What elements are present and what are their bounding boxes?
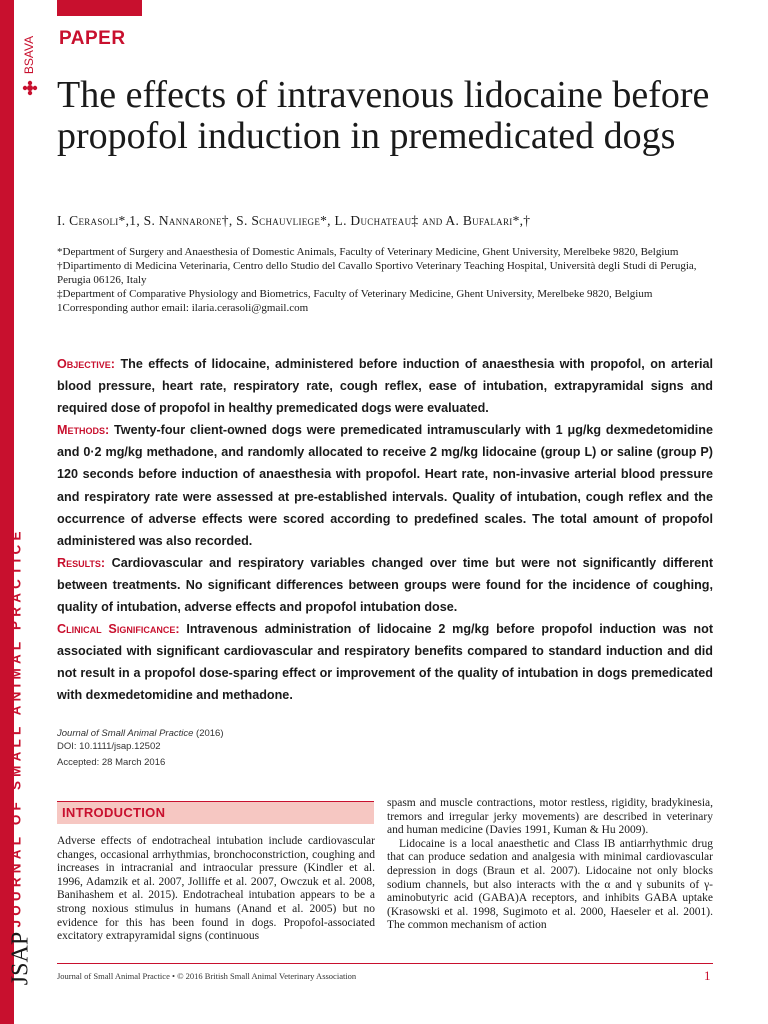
abstract — [57, 353, 713, 707]
citation-year: (2016) — [196, 728, 224, 739]
results-text: Cardiovascular and respiratory variables changed over time but were not significantly different between treatments. No significant differences between groups were found for the incidence of coughing, quality of intubation, adverse effects and propofol intubation dose. — [57, 555, 714, 615]
citation-journal — [57, 727, 224, 740]
citation-doi[interactable]: DOI: 10.1111/jsap.12502 — [57, 741, 161, 752]
body-paragraph: Lidocaine is a local anaesthetic and Class IB antiarrhythmic drug that can produce sedation and analgesia with minimal cardiovascular depression in dogs (Braun et al. 2007). Lidocaine not only blocks sodium channels, but also interacts with the α and γ subunits of γ-aminobutyric acid (GABA)A receptors, and inhibits GABA uptake (Krasowski et al. 1998, Sugimoto et al. 2000, Haeseler et al. 2001). The common mechanism of action — [387, 837, 713, 932]
significance-text: Intravenous administration of lidocaine 2 mg/kg before propofol induction was not associated with significant cardiovascular and respiratory benefits compared to standard induction and did not result in a propofol dose-sparing effect or improvement of the quality of intubation in dogs premedicated with dexmedetomidine and methadone. — [57, 622, 714, 703]
corresponding-author: 1Corresponding author email: ilaria.cerasoli@gmail.com — [57, 302, 309, 314]
body-paragraph: Adverse effects of endotracheal intubation include cardiovascular changes, occasional arrhythmias, bronchoconstriction, coughing and increases in intracranial and intraocular pressure (Kindler et al. 1996, Adamzik et al. 2007, Jolliffe et al. 2007, Owczuk et al. 2008, Banihashem et al. 2015). Endotracheal intubation appears to be a strong noxious stimulus in humans (Anand et al. 2005) but no evidence for this has been found in dogs. Propofol-associated excitatory extrapyramidal signs (continuous — [57, 835, 375, 943]
objective-text: The effects of lidocaine, administered before induction of anaesthesia with propofol, on arterial blood pressure, heart rate, respiratory rate, cough reflex, ease of intubation, extrapyramidal signs and required dose of propofol in healthy premedicated dogs were evaluated. — [57, 357, 714, 416]
results-label: Results: — [57, 555, 106, 570]
rose-icon — [22, 80, 38, 96]
objective-label: Objective: — [57, 357, 116, 371]
significance-label: Clinical Significance: — [57, 622, 180, 637]
affiliation-1: *Department of Surgery and Anaesthesia of Domestic Animals, Faculty of Veterinary Medicine, Ghent University, Merelbeke 9820, Belgium — [57, 246, 679, 258]
affiliations — [57, 245, 717, 315]
footer-text: Journal of Small Animal Practice • © 2016 British Small Animal Veterinary Association — [57, 971, 357, 981]
body-column-left — [57, 835, 375, 944]
body-paragraph: spasm and muscle contractions, motor restless, rigidity, bradykinesia, tremors and irregular jerky movements) are described in veterinary and human medicine (Davies 1991, Kuman & Hu 2009). — [387, 797, 713, 837]
methods-label: Methods: — [57, 423, 110, 438]
bsava-logo — [18, 22, 42, 98]
abstract-methods — [57, 419, 713, 552]
abstract-significance — [57, 618, 713, 706]
accepted-date: Accepted: 28 March 2016 — [57, 757, 166, 768]
abstract-objective — [57, 353, 713, 419]
article-type-label: PAPER — [59, 28, 126, 49]
affiliation-2: †Dipartimento di Medicina Veterinaria, Centro dello Studio del Cavallo Sportivo Veterinary Teaching Hospital, Università degli Studi di Perugia, Perugia 06126, Italy — [57, 260, 697, 286]
citation-block — [57, 727, 224, 753]
paper-tab-bar — [57, 0, 142, 16]
methods-text: Twenty-four client-owned dogs were premedicated intramuscularly with 1 μg/kg dexmedetomidine and 0·2 mg/kg methadone, and randomly allocated to receive 2 mg/kg lidocaine (group L) or saline (group P) 120 seconds before induction of anaesthesia with propofol. Heart rate, non-invasive arterial blood pressure and respiratory rate were assessed at pre-established intervals. Quality of intubation, cough reflex and the occurrence of adverse effects were scored according to predefined scales. The total amount of propofol administered was also recorded. — [57, 423, 713, 548]
bsava-logo-text: BSAVA — [22, 35, 36, 75]
page-number: 1 — [704, 968, 711, 983]
affiliation-3: ‡Department of Comparative Physiology and Biometrics, Faculty of Veterinary Medicine, Ghent University, Merelbeke 9820, Belgium — [57, 288, 653, 300]
journal-name: Journal of Small Animal Practice — [57, 728, 194, 739]
section-heading-introduction: INTRODUCTION — [57, 801, 374, 824]
footer-divider — [57, 963, 713, 964]
abstract-results — [57, 552, 713, 618]
author-list: I. Cerasoli*,1, S. Nannarone†, S. Schauvliege*, L. Duchateau‡ and A. Bufalari*,† — [57, 213, 531, 228]
article-title: The effects of intravenous lidocaine before propofol induction in premedicated dogs — [57, 74, 710, 157]
body-column-right — [387, 797, 713, 933]
